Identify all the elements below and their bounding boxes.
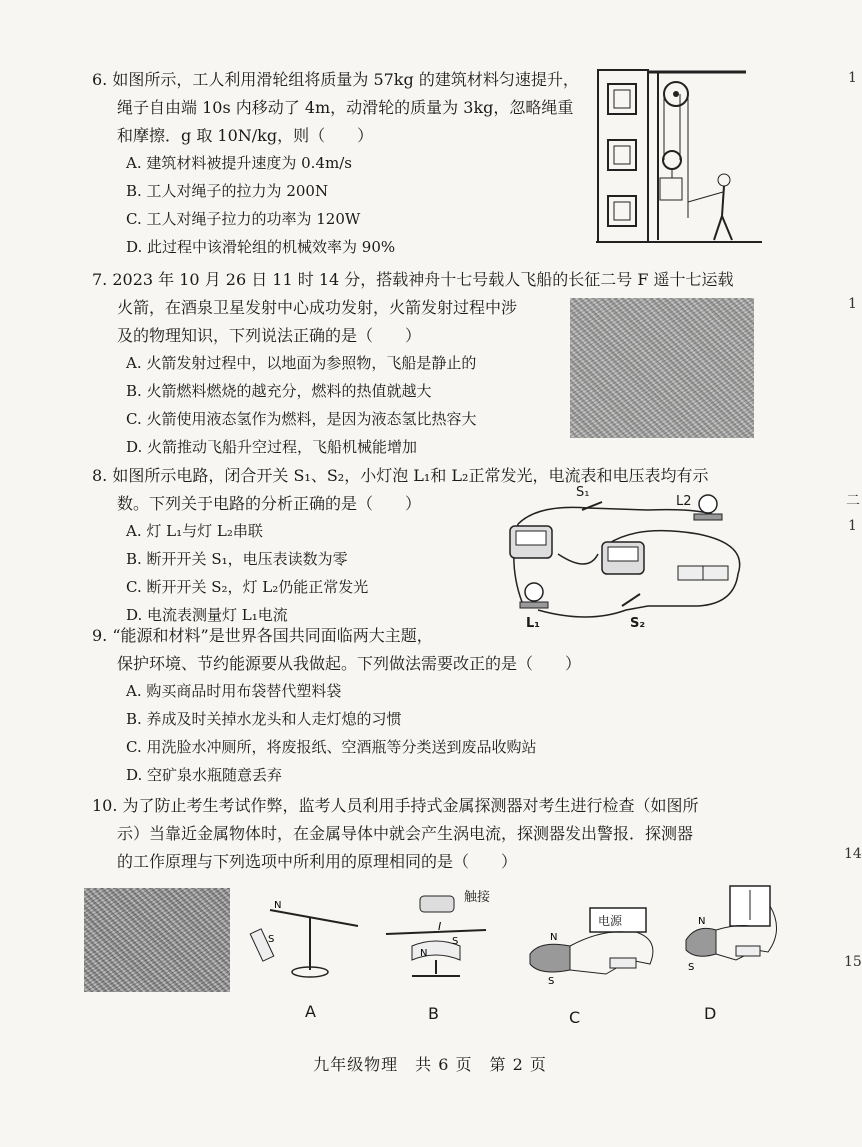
metal-detector-photo: [84, 888, 230, 992]
q8-line1: 8. 如图所示电路，闭合开关 S₁、S₂，小灯泡 L₁和 L₂正常发光，电流表和电压表均有示: [92, 466, 709, 485]
q7-line2: 火箭，在酒泉卫星发射中心成功发射，火箭发射过程中涉: [117, 298, 518, 317]
svg-text:I: I: [438, 920, 442, 933]
q8-line2: 数。下列关于电路的分析正确的是（ ）: [117, 494, 422, 513]
q6-line2: 绳子自由端 10s 内移动了 4m，动滑轮的质量为 3kg，忽略绳重: [117, 98, 574, 117]
svg-text:S: S: [268, 934, 275, 945]
svg-text:S: S: [688, 962, 695, 973]
margin-fragment: 14: [844, 846, 862, 862]
svg-text:N: N: [420, 948, 428, 959]
rocket-launch-photo: [570, 298, 754, 438]
q6-option-a: A. 建筑材料被提升速度为 0.4m/s: [126, 154, 352, 172]
q6-option-b: B. 工人对绳子的拉力为 200N: [126, 182, 329, 200]
q7-option-a: A. 火箭发射过程中，以地面为参照物，飞船是静止的: [126, 354, 477, 372]
margin-fragment: 1: [848, 518, 857, 534]
q7-line3: 及的物理知识，下列说法正确的是（ ）: [117, 326, 422, 345]
lamp-l2-label: L2: [676, 494, 692, 509]
q7-option-b: B. 火箭燃料燃烧的越充分，燃料的热值就越大: [126, 382, 432, 400]
svg-text:N: N: [698, 916, 706, 927]
svg-text:N: N: [550, 932, 558, 943]
page-footer: 九年级物理 共 6 页 第 2 页: [313, 1055, 547, 1074]
switch-s2-label: S₂: [630, 616, 646, 631]
q8-option-d: D. 电流表测量灯 L₁电流: [126, 606, 288, 624]
q6-line3: 和摩擦．g 取 10N/kg，则（ ）: [117, 126, 374, 145]
q6-option-c: C. 工人对绳子拉力的功率为 120W: [126, 210, 361, 228]
option-d-galvanometer-figure: [676, 880, 786, 988]
q8-option-c: C. 断开开关 S₂，灯 L₂仍能正常发光: [126, 578, 369, 596]
circuit-figure: [498, 484, 754, 634]
option-a-compass-figure: [240, 892, 364, 980]
q7-option-c: C. 火箭使用液态氢作为燃料，是因为液态氢比热容大: [126, 410, 477, 428]
q9-option-b: B. 养成及时关掉水龙头和人走灯熄的习惯: [126, 710, 402, 728]
margin-fragment: 15: [844, 954, 862, 970]
svg-text:S: S: [452, 936, 459, 947]
svg-text:S: S: [548, 976, 555, 987]
q9-option-d: D. 空矿泉水瓶随意丢弃: [126, 766, 283, 784]
option-c-power-label: 电源: [598, 914, 623, 928]
q7-option-d: D. 火箭推动飞船升空过程，飞船机械能增加: [126, 438, 418, 456]
option-a-letter: A: [305, 1002, 316, 1021]
option-b-touch-label: 触接: [464, 890, 491, 905]
switch-s1-label: S₁: [576, 485, 590, 500]
svg-text:N: N: [274, 900, 282, 911]
margin-fragment: 1: [848, 296, 857, 312]
q9-option-c: C. 用洗脸水冲厕所，将废报纸、空酒瓶等分类送到废品收购站: [126, 738, 537, 756]
q10-line3: 的工作原理与下列选项中所利用的原理相同的是（ ）: [117, 852, 518, 871]
margin-fragment: 1: [848, 70, 857, 86]
lamp-l1-label: L₁: [526, 616, 540, 631]
q7-line1: 7. 2023 年 10 月 26 日 11 时 14 分，搭载神舟十七号载人飞船的长征二号 F 遥十七运载: [92, 270, 734, 289]
option-c-motor-figure: [510, 900, 676, 988]
q9-line1: 9. “能源和材料”是世界各国共同面临两大主题，: [92, 626, 433, 645]
q6-option-d: D. 此过程中该滑轮组的机械效率为 90%: [126, 238, 396, 256]
margin-fragment: 二: [846, 493, 860, 509]
option-d-letter: D: [704, 1004, 717, 1023]
q10-line1: 10. 为了防止考生考试作弊，监考人员利用手持式金属探测器对考生进行检查（如图所: [92, 796, 699, 815]
q8-option-a: A. 灯 L₁与灯 L₂串联: [126, 522, 263, 540]
q8-option-b: B. 断开开关 S₁，电压表读数为零: [126, 550, 348, 568]
q9-line2: 保护环境、节约能源要从我做起。下列做法需要改正的是（ ）: [117, 654, 582, 673]
option-b-letter: B: [428, 1004, 439, 1023]
q6-line1: 6. 如图所示，工人利用滑轮组将质量为 57kg 的建筑材料匀速提升，: [92, 70, 579, 89]
pulley-figure: [596, 68, 764, 244]
option-c-letter: C: [569, 1008, 581, 1027]
q9-option-a: A. 购买商品时用布袋替代塑料袋: [126, 682, 342, 700]
q10-line2: 示）当靠近金属物体时，在金属导体中就会产生涡电流，探测器发出警报．探测器: [117, 824, 694, 843]
